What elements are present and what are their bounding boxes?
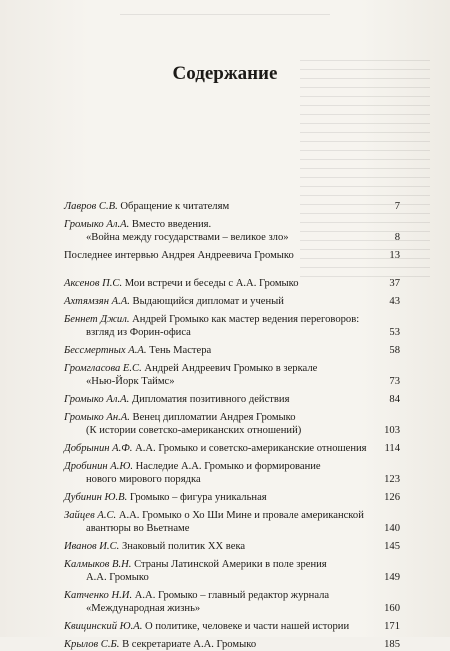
toc-entry xyxy=(64,589,400,615)
toc-entry-line xyxy=(64,277,400,290)
toc-author: Дробинин А.Ю. xyxy=(64,461,133,472)
toc-page-number: 37 xyxy=(389,278,400,289)
toc-author: Крылов С.Б. xyxy=(64,639,120,650)
toc-page-number: 43 xyxy=(389,296,400,307)
toc-author: Аксенов П.С. xyxy=(64,278,123,289)
toc-entry-title: Наследие А.А. Громыко и формирование xyxy=(135,461,321,472)
toc-entry-title: Вместо введения. xyxy=(131,219,212,230)
toc-entry-line xyxy=(64,571,400,584)
toc-entry-line xyxy=(64,602,400,615)
toc-author: Беннет Джил. xyxy=(64,314,130,325)
toc-entry-line xyxy=(64,295,400,308)
toc-entry-line xyxy=(64,231,400,244)
toc-entry xyxy=(64,218,400,244)
toc-entry xyxy=(64,295,400,308)
toc-entry-title: А.А. Громыко – главный редактор журнала xyxy=(134,590,330,601)
toc-entry-title: А.А. Громыко и советско-американские отношения xyxy=(135,443,367,454)
toc-entry xyxy=(64,460,400,486)
toc-entry-line xyxy=(64,424,400,437)
toc-entry-title: Мои встречи и беседы с А.А. Громыко xyxy=(124,278,299,289)
toc-entry-title: взгляд из Форин-офиса xyxy=(86,327,191,338)
toc-entry-title: «Нью-Йорк Таймс» xyxy=(86,376,175,387)
toc-author: Калмыков В.Н. xyxy=(64,559,132,570)
toc-entry-line xyxy=(64,313,400,326)
toc-entry-title: Венец дипломатии Андрея Громыко xyxy=(132,412,296,423)
toc-page-number: 7 xyxy=(394,201,400,212)
toc-entry-line xyxy=(64,473,400,486)
toc-page-number: 123 xyxy=(384,474,400,485)
toc-entry-line xyxy=(64,411,400,424)
toc-entry-line xyxy=(64,491,400,504)
toc-entry-title: авантюры во Вьетнаме xyxy=(86,523,190,534)
toc-entry-line xyxy=(64,558,400,571)
toc-author: Лавров С.В. xyxy=(64,201,118,212)
toc-entry xyxy=(64,200,400,213)
toc-entry-line xyxy=(64,442,400,455)
toc-entry xyxy=(64,277,400,290)
toc-page-number: 145 xyxy=(384,541,400,552)
toc-entry-line xyxy=(64,362,400,375)
toc-entry-title: Знаковый политик XX века xyxy=(121,541,246,552)
toc-author: Зайцев А.С. xyxy=(64,510,117,521)
toc-entry xyxy=(64,558,400,584)
toc-page-number: 140 xyxy=(384,523,400,534)
toc-entry-line xyxy=(64,540,400,553)
toc-entry-title: «Война между государствами – великое зло» xyxy=(86,232,289,243)
toc-entry-title: А.А. Громыко о Хо Ши Мине и провале американской xyxy=(118,510,364,521)
toc-entry-title: Тень Мастера xyxy=(149,345,212,356)
toc-page-number: 73 xyxy=(389,376,400,387)
toc-entry-title: Андрей Андреевич Громыко в зеркале xyxy=(144,363,318,374)
toc-entry-line xyxy=(64,620,400,633)
toc-author: Дубинин Ю.В. xyxy=(64,492,128,503)
toc-entry xyxy=(64,249,400,262)
bleed-through-header xyxy=(120,8,330,15)
toc-entry-title: нового мирового порядка xyxy=(86,474,201,485)
toc-entry-line xyxy=(64,589,400,602)
toc-author: Квицинский Ю.А. xyxy=(64,621,143,632)
toc-entry-title: Обращение к читателям xyxy=(120,201,230,212)
toc-entry-title: Андрей Громыко как мастер ведения переговоров: xyxy=(132,314,360,325)
toc-entry-line xyxy=(64,460,400,473)
toc-entry-title: Страны Латинской Америки в поле зрения xyxy=(134,559,327,570)
toc-author: Ахтямзян А.А. xyxy=(64,296,130,307)
toc-entry-title: Выдающийся дипломат и ученый xyxy=(132,296,284,307)
toc-entry-title: А.А. Громыко xyxy=(86,572,149,583)
toc-entry-title: (К истории советско-американских отношений) xyxy=(86,425,302,436)
toc-entry-title: Громыко – фигура уникальная xyxy=(129,492,267,503)
toc-entry-line xyxy=(64,326,400,339)
toc-entry xyxy=(64,491,400,504)
toc-entry xyxy=(64,638,400,651)
toc-page-number: 58 xyxy=(389,345,400,356)
table-of-contents xyxy=(64,195,400,651)
toc-author: Добрынин А.Ф. xyxy=(64,443,133,454)
page-title: Содержание xyxy=(172,63,278,84)
toc-page-number: 103 xyxy=(384,425,400,436)
toc-author: Бессмертных А.А. xyxy=(64,345,147,356)
toc-entry-title: Дипломатия позитивного действия xyxy=(131,394,290,405)
toc-entry-line xyxy=(64,638,400,651)
toc-page-number: 160 xyxy=(384,603,400,614)
toc-entry xyxy=(64,620,400,633)
toc-author: Громгласова Е.С. xyxy=(64,363,142,374)
toc-entry xyxy=(64,393,400,406)
toc-entry xyxy=(64,442,400,455)
toc-entry-line xyxy=(64,344,400,357)
toc-author: Иванов И.С. xyxy=(64,541,120,552)
toc-entry xyxy=(64,344,400,357)
toc-author: Громыко Ал.А. xyxy=(64,219,130,230)
toc-page-number: 8 xyxy=(394,232,400,243)
toc-page-number: 84 xyxy=(389,394,400,405)
toc-entry-title: О политике, человеке и части нашей истории xyxy=(145,621,350,632)
toc-entry xyxy=(64,362,400,388)
toc-entry xyxy=(64,509,400,535)
toc-author: Громыко Ал.А. xyxy=(64,394,130,405)
toc-page-number: 149 xyxy=(384,572,400,583)
toc-page-number: 13 xyxy=(389,250,400,261)
toc-entry-line xyxy=(64,218,400,231)
toc-entry xyxy=(64,411,400,437)
toc-entry-title: Последнее интервью Андрея Андреевича Громыко xyxy=(64,250,294,261)
toc-entry-line xyxy=(64,249,400,262)
toc-entry xyxy=(64,313,400,339)
toc-entry-title: В секретариате А.А. Громыко xyxy=(122,639,257,650)
toc-entry-line xyxy=(64,393,400,406)
toc-entry-line xyxy=(64,509,400,522)
toc-author: Катченко Н.И. xyxy=(64,590,133,601)
toc-page-number: 171 xyxy=(384,621,400,632)
toc-entry-line xyxy=(64,200,400,213)
toc-entry-title: «Международная жизнь» xyxy=(86,603,201,614)
toc-page-number: 126 xyxy=(384,492,400,503)
toc-page-number: 185 xyxy=(384,639,400,650)
toc-entry-line xyxy=(64,522,400,535)
toc-entry xyxy=(64,540,400,553)
toc-page-number: 53 xyxy=(389,327,400,338)
toc-entry-line xyxy=(64,375,400,388)
toc-page-number: 114 xyxy=(384,443,400,454)
toc-author: Громыко Ан.А. xyxy=(64,412,130,423)
